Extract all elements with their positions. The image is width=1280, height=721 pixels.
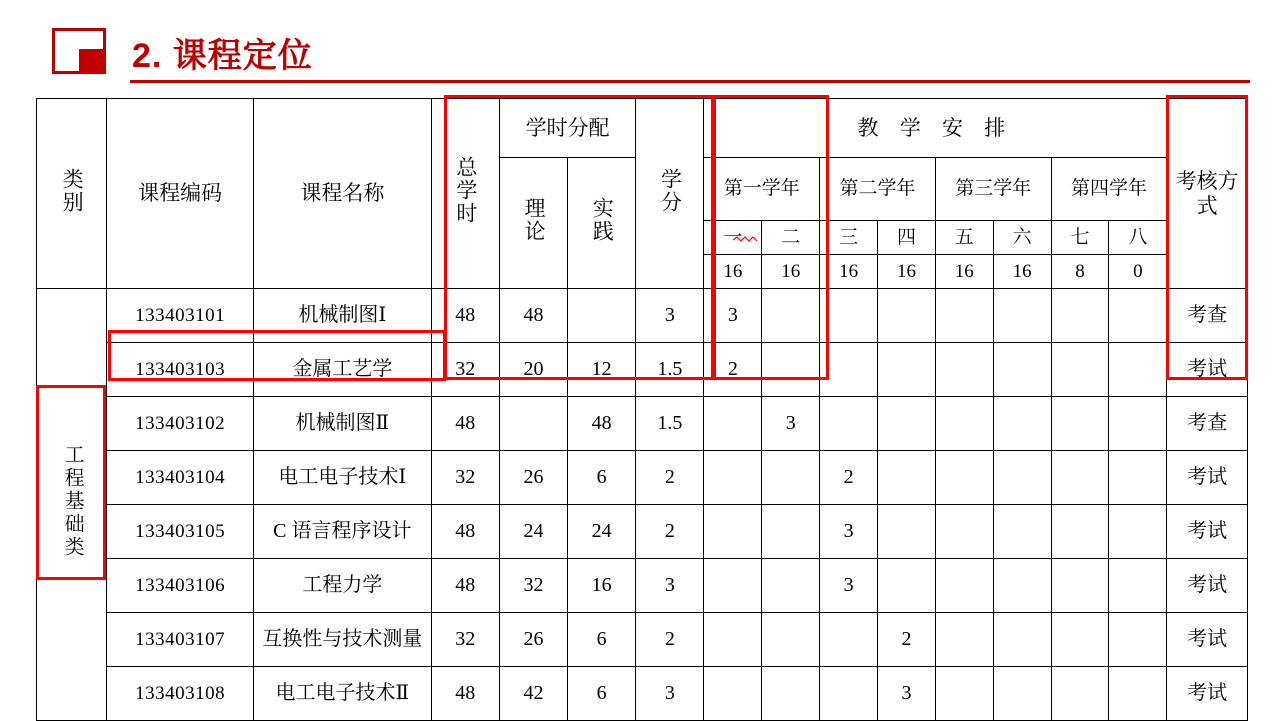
cell-term-2 (762, 613, 820, 667)
cell-total: 48 (431, 397, 499, 451)
cell-term-6 (993, 505, 1051, 559)
cell-code: 133403102 (107, 397, 254, 451)
cell-term-3 (820, 667, 878, 721)
cell-term-2 (762, 667, 820, 721)
cell-total: 48 (431, 559, 499, 613)
cell-term-6 (993, 613, 1051, 667)
cell-exam: 考试 (1167, 343, 1248, 397)
cell-term-3: 2 (820, 451, 878, 505)
cell-code: 133403105 (107, 505, 254, 559)
cell-practice: 6 (568, 667, 636, 721)
cell-term-5 (935, 505, 993, 559)
cell-credits: 3 (636, 667, 704, 721)
cell-practice: 12 (568, 343, 636, 397)
cell-term-8 (1109, 343, 1167, 397)
cell-name: C 语言程序设计 (253, 505, 431, 559)
cell-term-7 (1051, 343, 1109, 397)
header-weeks-3: 16 (820, 255, 878, 289)
cell-total: 48 (431, 505, 499, 559)
course-table-container (36, 98, 1248, 721)
cell-term-1: 3 (704, 289, 762, 343)
title-underline (130, 80, 1250, 83)
cell-total: 48 (431, 667, 499, 721)
header-total-hours: 总学时 (431, 99, 499, 289)
cell-term-3: 3 (820, 559, 878, 613)
cell-term-7 (1051, 289, 1109, 343)
cell-theory: 48 (499, 289, 567, 343)
table-row (37, 397, 1248, 451)
cell-term-4: 3 (878, 667, 936, 721)
table-row (37, 289, 1248, 343)
cell-theory (499, 397, 567, 451)
cell-practice: 16 (568, 559, 636, 613)
cell-name: 电工电子技术Ⅱ (253, 667, 431, 721)
header-course-code: 课程编码 (107, 99, 254, 289)
cell-term-7 (1051, 559, 1109, 613)
cell-term-4 (878, 397, 936, 451)
title-marker-fill (79, 49, 105, 73)
header-term-3: 三 (820, 221, 878, 255)
header-term-7: 七 (1051, 221, 1109, 255)
cell-theory: 20 (499, 343, 567, 397)
cell-term-7 (1051, 505, 1109, 559)
cell-practice (568, 289, 636, 343)
cell-term-8 (1109, 613, 1167, 667)
header-weeks-8: 0 (1109, 255, 1167, 289)
table-row (37, 505, 1248, 559)
cell-term-1 (704, 397, 762, 451)
cell-term-6 (993, 559, 1051, 613)
cell-practice: 24 (568, 505, 636, 559)
header-year-3: 第三学年 (935, 158, 1051, 221)
cell-term-8 (1109, 289, 1167, 343)
header-weeks-5: 16 (935, 255, 993, 289)
table-row (37, 613, 1248, 667)
cell-code: 133403101 (107, 289, 254, 343)
cell-exam: 考查 (1167, 289, 1248, 343)
header-term-4: 四 (878, 221, 936, 255)
header-exam-method: 考核方式 (1167, 99, 1248, 289)
cell-term-6 (993, 397, 1051, 451)
cell-credits: 1.5 (636, 343, 704, 397)
table-row (37, 451, 1248, 505)
table-row (37, 559, 1248, 613)
cell-code: 133403108 (107, 667, 254, 721)
cell-term-3: 3 (820, 505, 878, 559)
header-teaching-arrangement: 教 学 安 排 (704, 99, 1167, 158)
header-hours-allocation: 学时分配 (499, 99, 635, 158)
cell-term-2 (762, 451, 820, 505)
cell-credits: 3 (636, 559, 704, 613)
header-weeks-1: 16 (704, 255, 762, 289)
cell-code: 133403107 (107, 613, 254, 667)
header-year-1: 第一学年 (704, 158, 820, 221)
cell-term-2 (762, 505, 820, 559)
header-weeks-6: 16 (993, 255, 1051, 289)
header-term-1: 一 (704, 221, 762, 255)
header-year-2: 第二学年 (820, 158, 936, 221)
cell-term-4 (878, 451, 936, 505)
cell-term-7 (1051, 667, 1109, 721)
cell-term-3 (820, 397, 878, 451)
cell-term-5 (935, 613, 993, 667)
cell-term-4: 2 (878, 613, 936, 667)
slide-title-block (52, 22, 1232, 84)
cell-term-8 (1109, 397, 1167, 451)
cell-category: 工程基础类 (37, 289, 107, 721)
cell-term-4 (878, 505, 936, 559)
cell-term-7 (1051, 613, 1109, 667)
cell-credits: 1.5 (636, 397, 704, 451)
cell-term-6 (993, 667, 1051, 721)
cell-term-8 (1109, 451, 1167, 505)
cell-theory: 32 (499, 559, 567, 613)
cell-credits: 2 (636, 613, 704, 667)
header-term-6: 六 (993, 221, 1051, 255)
cell-credits: 2 (636, 451, 704, 505)
cell-term-1 (704, 613, 762, 667)
cell-term-8 (1109, 559, 1167, 613)
cell-code: 133403106 (107, 559, 254, 613)
cell-total: 32 (431, 451, 499, 505)
cell-theory: 42 (499, 667, 567, 721)
cell-term-5 (935, 559, 993, 613)
title-marker-icon (52, 28, 106, 74)
cell-name: 金属工艺学 (253, 343, 431, 397)
header-theory: 理论 (499, 158, 567, 289)
cell-name: 互换性与技术测量 (253, 613, 431, 667)
cell-name: 电工电子技术Ⅰ (253, 451, 431, 505)
cell-name: 机械制图Ⅰ (253, 289, 431, 343)
cell-term-2 (762, 289, 820, 343)
cell-term-4 (878, 343, 936, 397)
cell-term-1 (704, 505, 762, 559)
cell-term-2 (762, 559, 820, 613)
cell-term-8 (1109, 667, 1167, 721)
cell-practice: 48 (568, 397, 636, 451)
cell-term-2: 3 (762, 397, 820, 451)
cell-exam: 考试 (1167, 667, 1248, 721)
table-row (37, 667, 1248, 721)
header-credits: 学分 (636, 99, 704, 289)
header-weeks-4: 16 (878, 255, 936, 289)
cell-total: 32 (431, 343, 499, 397)
header-weeks-2: 16 (762, 255, 820, 289)
header-category: 类别 (37, 99, 107, 289)
cell-exam: 考查 (1167, 397, 1248, 451)
cell-theory: 24 (499, 505, 567, 559)
cell-term-7 (1051, 451, 1109, 505)
cell-term-1 (704, 559, 762, 613)
cell-term-6 (993, 343, 1051, 397)
cell-theory: 26 (499, 451, 567, 505)
cell-term-5 (935, 289, 993, 343)
cell-term-7 (1051, 397, 1109, 451)
cell-exam: 考试 (1167, 505, 1248, 559)
cell-term-1: 2 (704, 343, 762, 397)
cell-term-6 (993, 289, 1051, 343)
cell-term-1 (704, 667, 762, 721)
cell-name: 机械制图Ⅱ (253, 397, 431, 451)
cell-term-3 (820, 613, 878, 667)
cell-exam: 考试 (1167, 559, 1248, 613)
cell-term-2 (762, 343, 820, 397)
header-term-2: 二 (762, 221, 820, 255)
cell-credits: 3 (636, 289, 704, 343)
course-table (36, 98, 1248, 721)
cell-credits: 2 (636, 505, 704, 559)
header-weeks-7: 8 (1051, 255, 1109, 289)
cell-code: 133403104 (107, 451, 254, 505)
cell-theory: 26 (499, 613, 567, 667)
cell-term-5 (935, 343, 993, 397)
cell-term-4 (878, 559, 936, 613)
page-title: 2. 课程定位 (132, 37, 313, 75)
table-row (37, 343, 1248, 397)
header-term-8: 八 (1109, 221, 1167, 255)
cell-code: 133403103 (107, 343, 254, 397)
header-course-name: 课程名称 (253, 99, 431, 289)
cell-exam: 考试 (1167, 451, 1248, 505)
cell-term-5 (935, 451, 993, 505)
cell-practice: 6 (568, 451, 636, 505)
cell-term-8 (1109, 505, 1167, 559)
cell-term-5 (935, 667, 993, 721)
cell-exam: 考试 (1167, 613, 1248, 667)
cell-name: 工程力学 (253, 559, 431, 613)
cell-term-4 (878, 289, 936, 343)
header-term-5: 五 (935, 221, 993, 255)
header-practice: 实践 (568, 158, 636, 289)
cell-term-3 (820, 289, 878, 343)
cell-term-1 (704, 451, 762, 505)
cell-practice: 6 (568, 613, 636, 667)
cell-term-5 (935, 397, 993, 451)
cell-total: 32 (431, 613, 499, 667)
cell-total: 48 (431, 289, 499, 343)
cell-term-3 (820, 343, 878, 397)
header-year-4: 第四学年 (1051, 158, 1167, 221)
cell-term-6 (993, 451, 1051, 505)
